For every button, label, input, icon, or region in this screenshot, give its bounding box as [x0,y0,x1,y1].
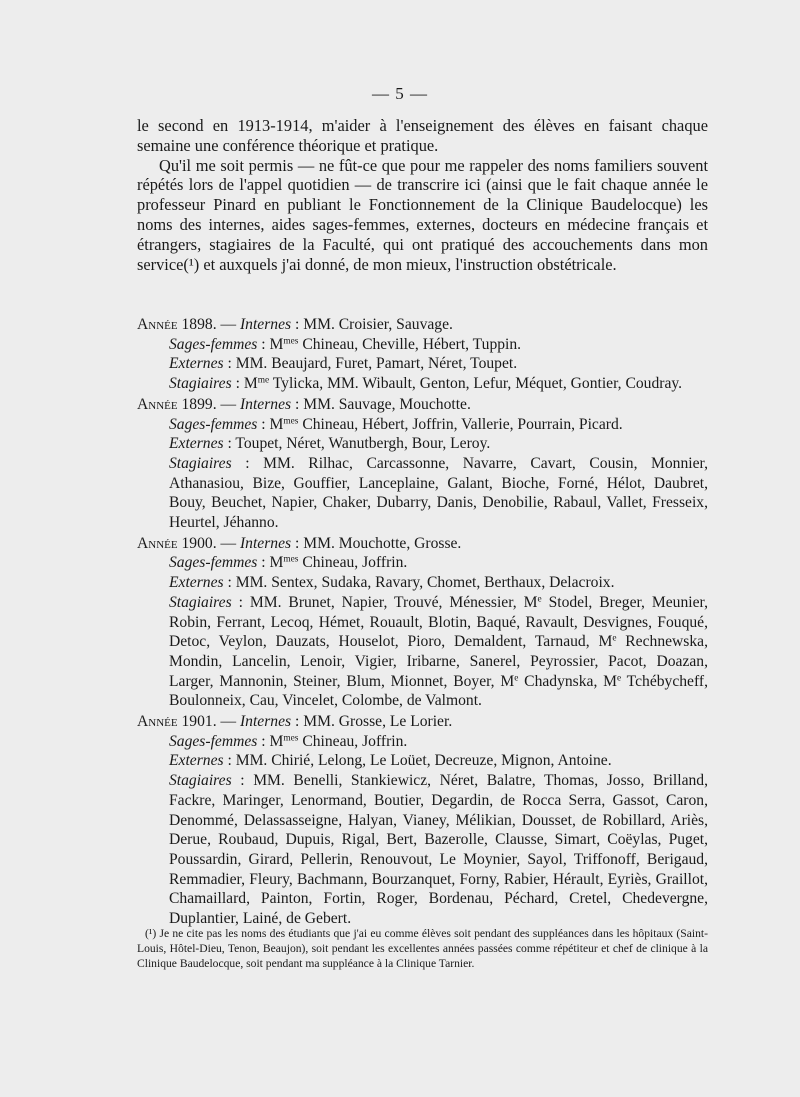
internes-label: Internes [239,395,292,413]
paragraph-2: Qu'il me soit permis — ne fût-ce que pour me rappeler des noms familiers souvent répétés lors de l'appel quotidien — de transcrire ici (ainsi que le fait chaque année le professeur Pinard en publiant le Fonctionnement de la Clinique Baudelocque) les noms des internes, aides sages-femmes, externes, docteurs en médecine français et étrangers, stagiaires de la Faculté, qui ont pratiqué des accouchements dans mon service(¹) et auxquels j'ai donné, de mon mieux, l'instruction obstétricale. [137,155,708,274]
colon: : [257,732,270,750]
stagiaires-names: MM. Rilhac, Carcassonne, Navarre, Cavart, Cousin, Monnier, Athanasiou, Bize, Gouffier, Lanceplaine, Galant, Bioche, Forné, Hélot, Daubret, Bouy, Beuchet, Napier, Chaker, Dubarry, Danis, Denobilie, Rabaul, Vallet, Fresseix, Heurtel, Jéhanno. [169,454,708,532]
intro-text [137,116,708,274]
colon: : [231,772,254,790]
year-label: Année [137,713,178,731]
colon: : [257,335,270,353]
externes-entry [137,354,708,374]
colon: : [257,415,270,433]
dash: — [216,534,240,552]
colon: : [257,554,270,572]
dash: — [216,713,240,731]
year-block-1899 [137,395,708,533]
sages-femmes-names: $M^{mes}$ Chineau, Joffrin. [269,732,408,750]
year-block-1900 [137,534,708,711]
sages-femmes-entry [137,415,708,435]
internes-names: MM. Mouchotte, Grosse. [303,534,462,552]
year-label: Année [137,395,178,413]
year-block-1901 [137,712,708,929]
colon: : [231,375,244,393]
externes-label: Externes [169,574,224,592]
year-list [137,315,708,930]
externes-label: Externes [169,355,224,373]
dash: — [216,316,240,333]
sages-femmes-names: $M^{mes}$ Chineau, Hébert, Joffrin, Vallerie, Pourrain, Picard. [269,415,623,433]
colon: : [231,454,264,472]
stagiaires-names: MM. Benelli, Stankiewicz, Néret, Balatre, Thomas, Josso, Brilland, Fackre, Maringer, Lenormand, Boutier, Degardin, de Rocca Serra, Gassot, Caron, Denommé, Delassasseigne, Halyan, Vianey, Mélikian, Dousset, de Robillard, Ariès, Derue, Roubaud, Dupuis, Rigal, Bert, Bazerolle, Clausse, Simart, Coëylas, Puget, Poussardin, Girard, Pellerin, Renouvout, Le Moynier, Sayol, Triffonoff, Berigaud, Remmadier, Fleury, Bachmann, Bourzanquet, Forny, Rabier, Hérault, Eyriès, Graillot, Chamaillard, Painton, Fortin, Roger, Bordenau, Péchard, Cretel, Chedevergne, Duplantier, Lainé, de Gebert. [169,772,708,928]
externes-names: MM. Sentex, Sudaka, Ravary, Chomet, Berthaux, Delacroix. [235,574,615,592]
stagiaires-label: Stagiaires [169,375,232,393]
colon: : [223,752,236,770]
year-label: Année [137,534,178,552]
sages-femmes-entry [137,335,708,355]
year-value: 1901. [181,713,217,731]
year-value: 1899. [181,395,217,413]
internes-names: MM. Croisier, Sauvage. [303,316,453,333]
stagiaires-entry [137,374,708,394]
year-heading [137,315,708,335]
stagiaires-names: $M^{me}$ Tylicka, MM. Wibault, Genton, Lefur, Méquet, Gontier, Coudray. [243,375,683,393]
sages-femmes-label: Sages-femmes [169,415,258,433]
stagiaires-names: MM. Brunet, Napier, Trouvé, Ménessier, Me Stodel, Breger, Meunier, Robin, Ferrant, Lecoq, Hémet, Rouault, Blotin, Baqué, Ravault, Desvignes, Fouqué, Detoc, Veylon, Dauzats, Houselot, Pioro, Demaldent, Tarnaud, Me Rechnewska, Mondin, Lancelin, Lenoir, Vigier, Iribarne, Sanerel, Peyrossier, Pacot, Doazan, Larger, Mannonin, Steiner, Blum, Mionnet, Boyer, Me Chadynska, Me Tchébycheff, Boulonneix, Cau, Vincelet, Colombe, de Valmont. [169,593,708,710]
sages-femmes-names: $M^{mes}$ Chineau, Cheville, Hébert, Tuppin. [269,335,522,353]
externes-names: Toupet, Néret, Wanutbergh, Bour, Leroy. [235,435,491,453]
internes-label: Internes [239,316,292,333]
year-label: Année [137,316,178,333]
stagiaires-entry [137,771,708,929]
colon: : [223,355,236,373]
externes-entry [137,573,708,593]
year-value: 1898. [181,316,217,333]
year-heading [137,534,708,554]
stagiaires-entry [137,593,708,711]
year-heading [137,712,708,732]
externes-names: MM. Chirié, Lelong, Le Loüet, Decreuze, Mignon, Antoine. [235,752,612,770]
colon: : [291,713,304,731]
externes-names: MM. Beaujard, Furet, Pamart, Néret, Toupet. [235,355,518,373]
paragraph-1: le second en 1913-1914, m'aider à l'enseignement des élèves en faisant chaque semaine une conférence théorique et pratique. [137,116,708,155]
colon: : [231,593,250,611]
sages-femmes-label: Sages-femmes [169,554,258,572]
page-number: — 5 — [372,84,428,103]
footnote: (¹) Je ne cite pas les noms des étudiants que j'ai eu comme élèves soit pendant des suppléances dans les hôpitaux (Saint-Louis, Hôtel-Dieu, Tenon, Beaujon), soit pendant les excellentes années passées comme répétiteur et chef de clinique à la Clinique Baudelocque, soit pendant ma suppléance à la Clinique Tarnier. [137,927,708,971]
externes-entry [137,751,708,771]
stagiaires-label: Stagiaires [169,454,232,472]
sages-femmes-entry [137,732,708,752]
year-heading [137,395,708,415]
sages-femmes-entry [137,553,708,573]
internes-label: Internes [239,534,292,552]
stagiaires-label: Stagiaires [169,593,232,611]
stagiaires-entry [137,454,708,533]
colon: : [291,316,304,333]
colon: : [223,574,236,592]
internes-names: MM. Grosse, Le Lorier. [303,713,453,731]
stagiaires-label: Stagiaires [169,772,232,790]
sages-femmes-label: Sages-femmes [169,732,258,750]
colon: : [291,395,304,413]
colon: : [223,435,236,453]
colon: : [291,534,304,552]
internes-label: Internes [239,713,292,731]
sages-femmes-label: Sages-femmes [169,335,258,353]
externes-entry [137,434,708,454]
externes-label: Externes [169,435,224,453]
sages-femmes-names: $M^{mes}$ Chineau, Joffrin. [269,554,408,572]
externes-label: Externes [169,752,224,770]
year-value: 1900. [181,534,217,552]
internes-names: MM. Sauvage, Mouchotte. [303,395,471,413]
year-block-1898 [137,315,708,394]
dash: — [216,395,240,413]
